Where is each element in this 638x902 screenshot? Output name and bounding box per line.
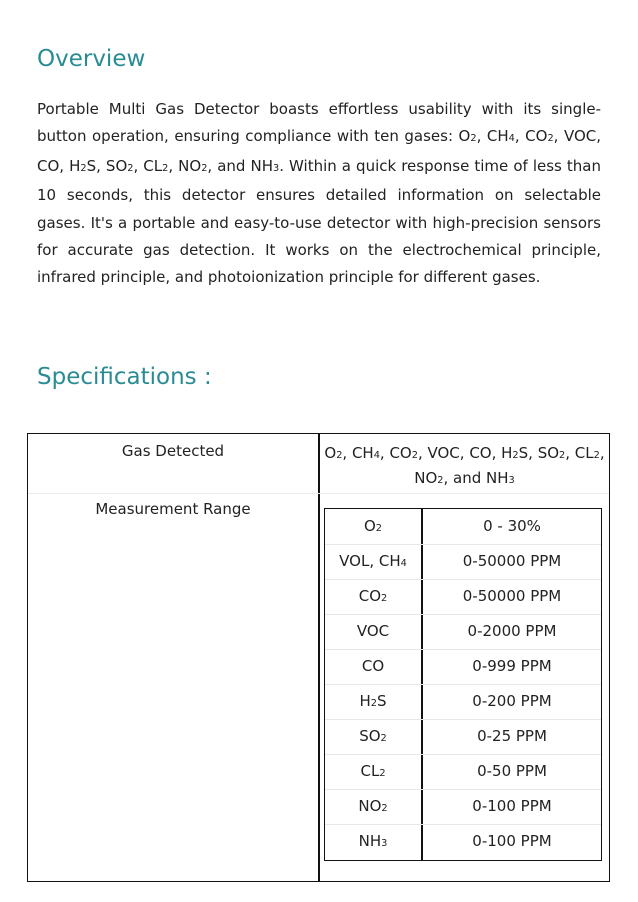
range-value-cell: 0-2000 PPM — [467, 622, 557, 640]
table-row — [325, 649, 601, 684]
gas-detected-value: O2, CH4, CO2, VOC, CO, H2S, SO2, CL2, NO2, and NH3 — [324, 444, 605, 487]
specifications-table — [27, 433, 610, 882]
range-value-cell: 0-100 PPM — [472, 832, 552, 850]
range-gas-cell: VOL, CH4 — [339, 552, 407, 570]
table-row — [325, 509, 601, 544]
range-value-cell: 0 - 30% — [483, 517, 541, 535]
table-row-divider — [28, 493, 609, 494]
range-value-cell: 0-200 PPM — [472, 692, 552, 710]
range-value-cell: 0-25 PPM — [477, 727, 547, 745]
range-gas-cell: CO — [361, 657, 385, 675]
table-row — [325, 579, 601, 614]
table-row — [325, 754, 601, 789]
range-gas-cell: NH3 — [358, 832, 388, 850]
table-row — [325, 719, 601, 754]
specifications-heading: Specifications : — [37, 364, 212, 390]
range-gas-cell: CO2 — [358, 587, 388, 605]
table-row — [325, 684, 601, 719]
overview-heading: Overview — [37, 46, 146, 72]
table-row — [325, 614, 601, 649]
range-gas-cell: H2S — [359, 692, 387, 710]
measurement-range-table — [324, 508, 602, 861]
range-gas-cell: O2 — [363, 517, 383, 535]
range-value-cell: 0-50000 PPM — [462, 552, 562, 570]
gas-detected-label: Gas Detected — [121, 442, 225, 460]
range-value-cell: 0-999 PPM — [472, 657, 552, 675]
range-gas-cell: SO2 — [359, 727, 387, 745]
range-value-cell: 0-50 PPM — [477, 762, 547, 780]
table-row — [325, 544, 601, 579]
range-gas-cell: VOC — [356, 622, 390, 640]
table-column-divider — [318, 434, 320, 881]
table-row — [325, 824, 601, 859]
range-value-cell: 0-100 PPM — [472, 797, 552, 815]
range-value-cell: 0-50000 PPM — [462, 587, 562, 605]
table-row — [325, 789, 601, 824]
overview-paragraph: Portable Multi Gas Detector boasts effortless usability with its single-button operation, ensuring compliance with ten gases: O2, CH4, CO2, VOC, CO, H2S, SO2, CL2, NO2, and NH3. Within a quick response time of less than 10 seconds, this detector ensures detailed information on selectable gases. It's a portable and easy-to-use detector with high-precision sensors for accurate gas detection. It works on the electrochemical principle, infrared principle, and photoionization principle for different gases. — [37, 100, 602, 287]
range-gas-cell: CL2 — [360, 762, 386, 780]
range-gas-cell: NO2 — [358, 797, 388, 815]
measurement-range-label: Measurement Range — [95, 500, 251, 518]
